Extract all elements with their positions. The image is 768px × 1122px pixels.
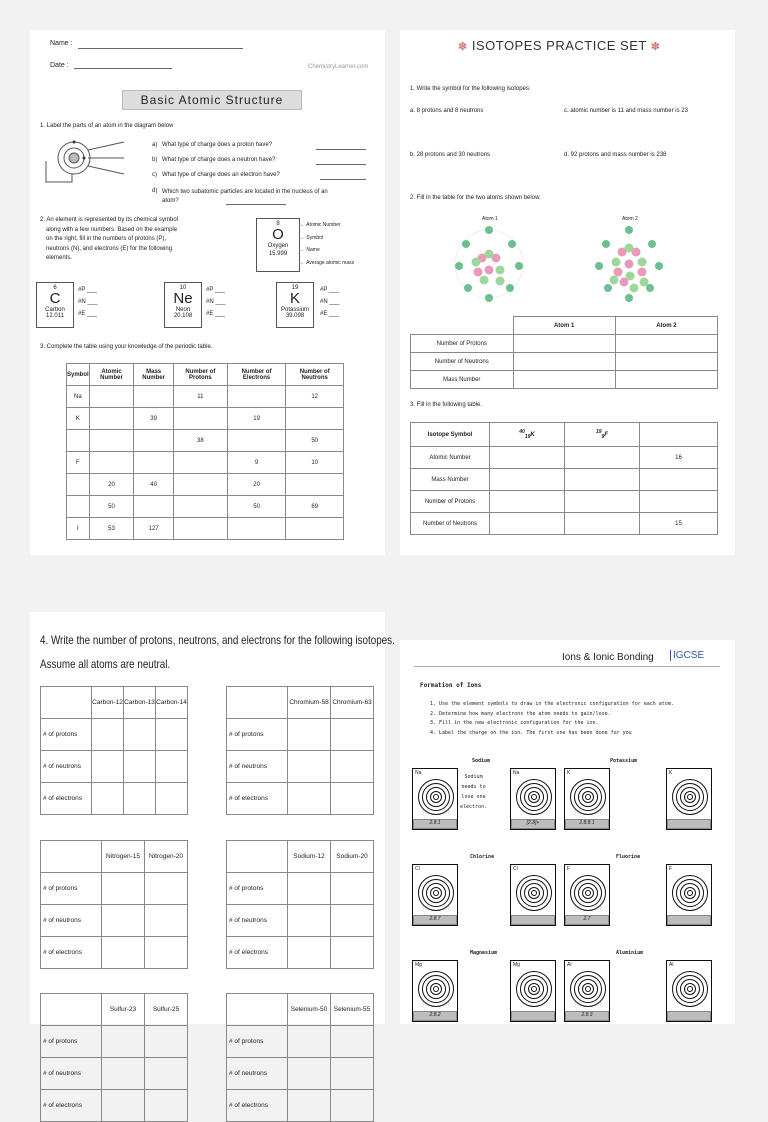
electron-shell-ring: [687, 890, 693, 896]
isotope-column-header: Sodium-12: [288, 841, 331, 873]
isotope-table-2: [226, 686, 374, 815]
table-row: F 9 10: [67, 452, 344, 474]
isotope-column-header: Chromium-63: [331, 687, 374, 719]
fluorine-19-symbol: $^{19}_9$F: [565, 423, 640, 447]
table-row: # of electrons: [41, 937, 188, 969]
isotope-column-header: Sulfur-25: [145, 994, 188, 1026]
isotope-column-header: Carbon-14: [156, 687, 188, 719]
q1b-answer-line[interactable]: [316, 164, 366, 165]
configuration-field[interactable]: 2.8.2: [413, 1011, 457, 1021]
isotope-column-header: Nitrogen-15: [102, 841, 145, 873]
electron-shell-ring: [433, 986, 439, 992]
q4-text: 4. Write the number of protons, neutrons, and electrons for the following isotopes. Assume all atoms are neutral.: [40, 633, 395, 671]
isotope-table-5: [40, 993, 188, 1122]
page-title: Basic Atomic Structure: [122, 90, 302, 110]
iso-q1-a: a. 8 protons and 8 neutrons: [410, 108, 484, 114]
element-name-label: Sodium: [472, 758, 491, 764]
iso-q1-text: 1. Write the symbol for the following isotopes:: [410, 86, 531, 92]
name-line[interactable]: [78, 48, 243, 49]
credit: ChemistryLearner.com: [308, 64, 369, 70]
atom-diagram: [44, 136, 134, 192]
q1d-text: Which two subatomic particles are located in the nucleus of an atom?: [162, 189, 328, 204]
col-header: Number of Electrons: [227, 364, 286, 386]
table-row: # of electrons: [227, 1090, 374, 1122]
electron-shell-ring: [531, 794, 537, 800]
element-symbol: Cl: [415, 866, 420, 872]
iso-q2-text: 2. Fill in the table for the two atoms shown below.: [410, 195, 541, 201]
neon-pne[interactable]: #P ___ #N ___ #E ___: [206, 287, 226, 317]
col-header: Atomic Number: [89, 364, 134, 386]
table-row: Number of Neutrons 15: [411, 513, 718, 535]
potassium-40-symbol: $^{40}_{19}$K: [490, 423, 565, 447]
configuration-field[interactable]: 2.8.3: [565, 1011, 609, 1021]
ion-config-box[interactable]: [564, 768, 610, 830]
neon-element-box: 10 Ne Neon 20.108: [164, 282, 202, 328]
q1b-text: What type of charge does a neutron have?: [162, 157, 276, 163]
q2-text: 2. An element is represented by its chemical symbol along with a few numbers. Based on the example on the right, fill in the numbers of protons (P), neutrons (N), and electrons (E) for the following elements.: [40, 217, 179, 261]
molecule-icon: ✽: [458, 41, 468, 53]
table-row: # of electrons: [227, 937, 374, 969]
table-row: Atomic Number 16: [411, 447, 718, 469]
element-symbol: Mg: [415, 962, 422, 968]
electron-shell-ring: [585, 986, 591, 992]
table-row: # of protons: [227, 719, 374, 751]
potassium-pne[interactable]: #P ___ #N ___ #E ___: [320, 287, 340, 317]
table-row: # of neutrons: [227, 1058, 374, 1090]
q1c-answer-line[interactable]: [320, 179, 366, 180]
table-row: Number of Protons: [411, 491, 718, 513]
col-header: Number of Protons: [173, 364, 227, 386]
periodic-table-exercise: [66, 363, 344, 540]
molecule-icon: ✽: [650, 41, 661, 53]
configuration-field[interactable]: [667, 915, 711, 925]
q1a-answer-line[interactable]: [316, 149, 366, 150]
element-symbol: Cl: [513, 866, 518, 872]
igcse-badge: IGCSE: [670, 650, 704, 661]
ion-config-box[interactable]: [510, 864, 556, 926]
configuration-field[interactable]: 2.8.7: [413, 915, 457, 925]
element-symbol: Mg: [513, 962, 520, 968]
isotopes-practice-worksheet: [400, 30, 735, 555]
element-symbol: F: [567, 866, 571, 872]
table-row: # of electrons: [227, 783, 374, 815]
ion-config-box[interactable]: [412, 864, 458, 926]
carbon-element-box: 6 C Carbon 12.011: [36, 282, 74, 328]
ion-config-box[interactable]: [666, 864, 712, 926]
table-row: Mass Number: [411, 371, 718, 389]
ions-instructions: 1. Use the element symbols to draw in the electronic configuration for each atom. 2. Determine how many electrons the atom needs to gain/lose. 3. Fill in the new electronic configuration for the ion. 4. Label the charge on the ion. The first one has been done for you: [430, 701, 674, 736]
example-legend: ← Atomic Number ← Symbol ← Name ← Average atomic mass: [300, 222, 355, 266]
q1c-label: c): [152, 172, 157, 178]
table-row: # of neutrons: [41, 1058, 188, 1090]
ion-config-box[interactable]: [666, 768, 712, 830]
table-row: 50 50 69: [67, 496, 344, 518]
table-row: 38 50: [67, 430, 344, 452]
table-row: # of neutrons: [227, 905, 374, 937]
electron-shell-ring: [531, 890, 537, 896]
q1a-label: a): [152, 142, 158, 148]
isotope-particles-worksheet: [30, 612, 395, 1109]
isotope-table-6: [226, 993, 374, 1122]
table-row: Number of Protons: [411, 335, 718, 353]
ions-worksheet: [400, 640, 735, 1024]
atom1-diagram: [454, 224, 524, 302]
table-row: Mass Number: [411, 469, 718, 491]
isotope-column-header: Sulfur-23: [102, 994, 145, 1026]
q3-text: 3. Complete the table using your knowledge of the periodic table.: [40, 344, 213, 350]
element-symbol: Na: [513, 770, 520, 776]
header-divider: [414, 666, 720, 667]
q1c-text: What type of charge does an electron have?: [162, 172, 280, 178]
isotope-column-header: Carbon-12: [92, 687, 124, 719]
q1-text: 1. Label the parts of an atom in the diagram below: [40, 123, 174, 129]
iso-q1-d: d. 92 protons and mass number is 238: [564, 152, 667, 158]
table-row: # of neutrons: [41, 751, 188, 783]
table-row: # of protons: [227, 873, 374, 905]
atom2-diagram: [594, 224, 664, 302]
table-row: 20 40 20: [67, 474, 344, 496]
isotope-column-header: Selenium-55: [331, 994, 374, 1026]
table-row: Na 11 12: [67, 386, 344, 408]
ions-subtitle: Formation of Ions: [420, 682, 482, 689]
iso-q1-b: b. 28 protons and 30 neutrons: [410, 152, 491, 158]
element-name-label: Potassium: [610, 758, 638, 764]
table-row: # of protons: [41, 719, 188, 751]
configuration-field[interactable]: [667, 1011, 711, 1021]
ion-config-box[interactable]: [412, 768, 458, 830]
table-row: # of protons: [41, 1026, 188, 1058]
electron-shell-ring: [687, 794, 693, 800]
isotope-table-4: [226, 840, 374, 969]
table-row: I 53 127: [67, 518, 344, 540]
date-label: Date :: [50, 62, 69, 69]
table-row: K 39 19: [67, 408, 344, 430]
basic-atomic-structure-worksheet: [30, 30, 385, 555]
element-symbol: Al: [567, 962, 572, 968]
col-header: Mass Number: [134, 364, 174, 386]
q1a-text: What type of charge does a proton have?: [162, 142, 273, 148]
element-name-label: Fluorine: [616, 854, 641, 860]
ion-config-box[interactable]: [412, 960, 458, 1022]
atoms-table: Atom 1 Atom 2 Number of Protons Number of Neutrons Mass Number: [410, 316, 718, 389]
q1d-answer-line[interactable]: [226, 204, 286, 205]
configuration-field[interactable]: 2.8.1: [413, 819, 457, 829]
configuration-field[interactable]: 2.8.8.1: [565, 819, 609, 829]
iso-q1-c: c. atomic number is 11 and mass number is 23: [564, 108, 688, 114]
element-symbol: F: [669, 866, 673, 872]
example-element-box: 8 O Oxygen 15.999: [256, 218, 300, 272]
isotope-column-header: Selenium-50: [288, 994, 331, 1026]
electron-shell-ring: [585, 890, 591, 896]
atom2-label: Atom 2: [622, 216, 638, 222]
element-name-label: Magnesium: [470, 950, 498, 956]
table-row: Number of Neutrons: [411, 353, 718, 371]
electron-shell-ring: [433, 794, 439, 800]
element-symbol: Na: [415, 770, 422, 776]
table-row: # of electrons: [41, 783, 188, 815]
atom1-label: Atom 1: [482, 216, 498, 222]
isotope-column-header: Chromium-58: [288, 687, 331, 719]
element-symbol: Al: [669, 962, 674, 968]
iso-q3-text: 3. Fill in the following table.: [410, 402, 483, 408]
element-symbol: K: [669, 770, 673, 776]
table-row: # of protons: [227, 1026, 374, 1058]
electron-shell-ring: [687, 986, 693, 992]
isotope-column-header: Sodium-20: [331, 841, 374, 873]
element-symbol: K: [567, 770, 571, 776]
electron-shell-ring: [531, 986, 537, 992]
isotope-table-1: [40, 686, 188, 815]
electron-shell-ring: [433, 890, 439, 896]
q1b-label: b): [152, 157, 158, 163]
q1d-label: d): [152, 188, 158, 194]
configuration-field[interactable]: 2.7: [565, 915, 609, 925]
table-row: # of protons: [41, 873, 188, 905]
potassium-element-box: 19 K Potassium 39.098: [276, 282, 314, 328]
isotopes-title: ✽ ISOTOPES PRACTICE SET ✽: [458, 38, 661, 53]
ion-config-box[interactable]: [510, 960, 556, 1022]
ion-config-box[interactable]: [564, 864, 610, 926]
isotope-column-header: Nitrogen-20: [145, 841, 188, 873]
ion-config-box[interactable]: [564, 960, 610, 1022]
carbon-pne[interactable]: #P ___ #N ___ #E ___: [78, 287, 98, 317]
isotope-table-3: [40, 840, 188, 969]
isotope-column-header: Carbon-13: [124, 687, 156, 719]
ion-config-box[interactable]: [666, 960, 712, 1022]
element-name-label: Aluminium: [616, 950, 644, 956]
name-label: Name :: [50, 40, 73, 47]
table-row: # of neutrons: [41, 905, 188, 937]
table-row: # of electrons: [41, 1090, 188, 1122]
configuration-field[interactable]: [667, 819, 711, 829]
configuration-field[interactable]: [2.8]+: [511, 819, 555, 829]
sodium-note: Sodium needs to lose one electron.: [460, 774, 488, 810]
isotope-table: Isotope Symbol $^{40}_{19}$K $^{19}_9$F Atomic Number 16 Mass Number Number of Protons Number of Neutrons 15: [410, 422, 718, 535]
element-name-label: Chlorine: [470, 854, 495, 860]
date-line[interactable]: [74, 68, 172, 69]
ion-config-box[interactable]: [510, 768, 556, 830]
configuration-field[interactable]: [511, 915, 555, 925]
col-header: Symbol: [67, 364, 90, 386]
ions-title: Ions & Ionic Bonding: [562, 652, 654, 663]
electron-shell-ring: [585, 794, 591, 800]
configuration-field[interactable]: [511, 1011, 555, 1021]
col-header: Number of Neutrons: [286, 364, 344, 386]
table-row: # of neutrons: [227, 751, 374, 783]
